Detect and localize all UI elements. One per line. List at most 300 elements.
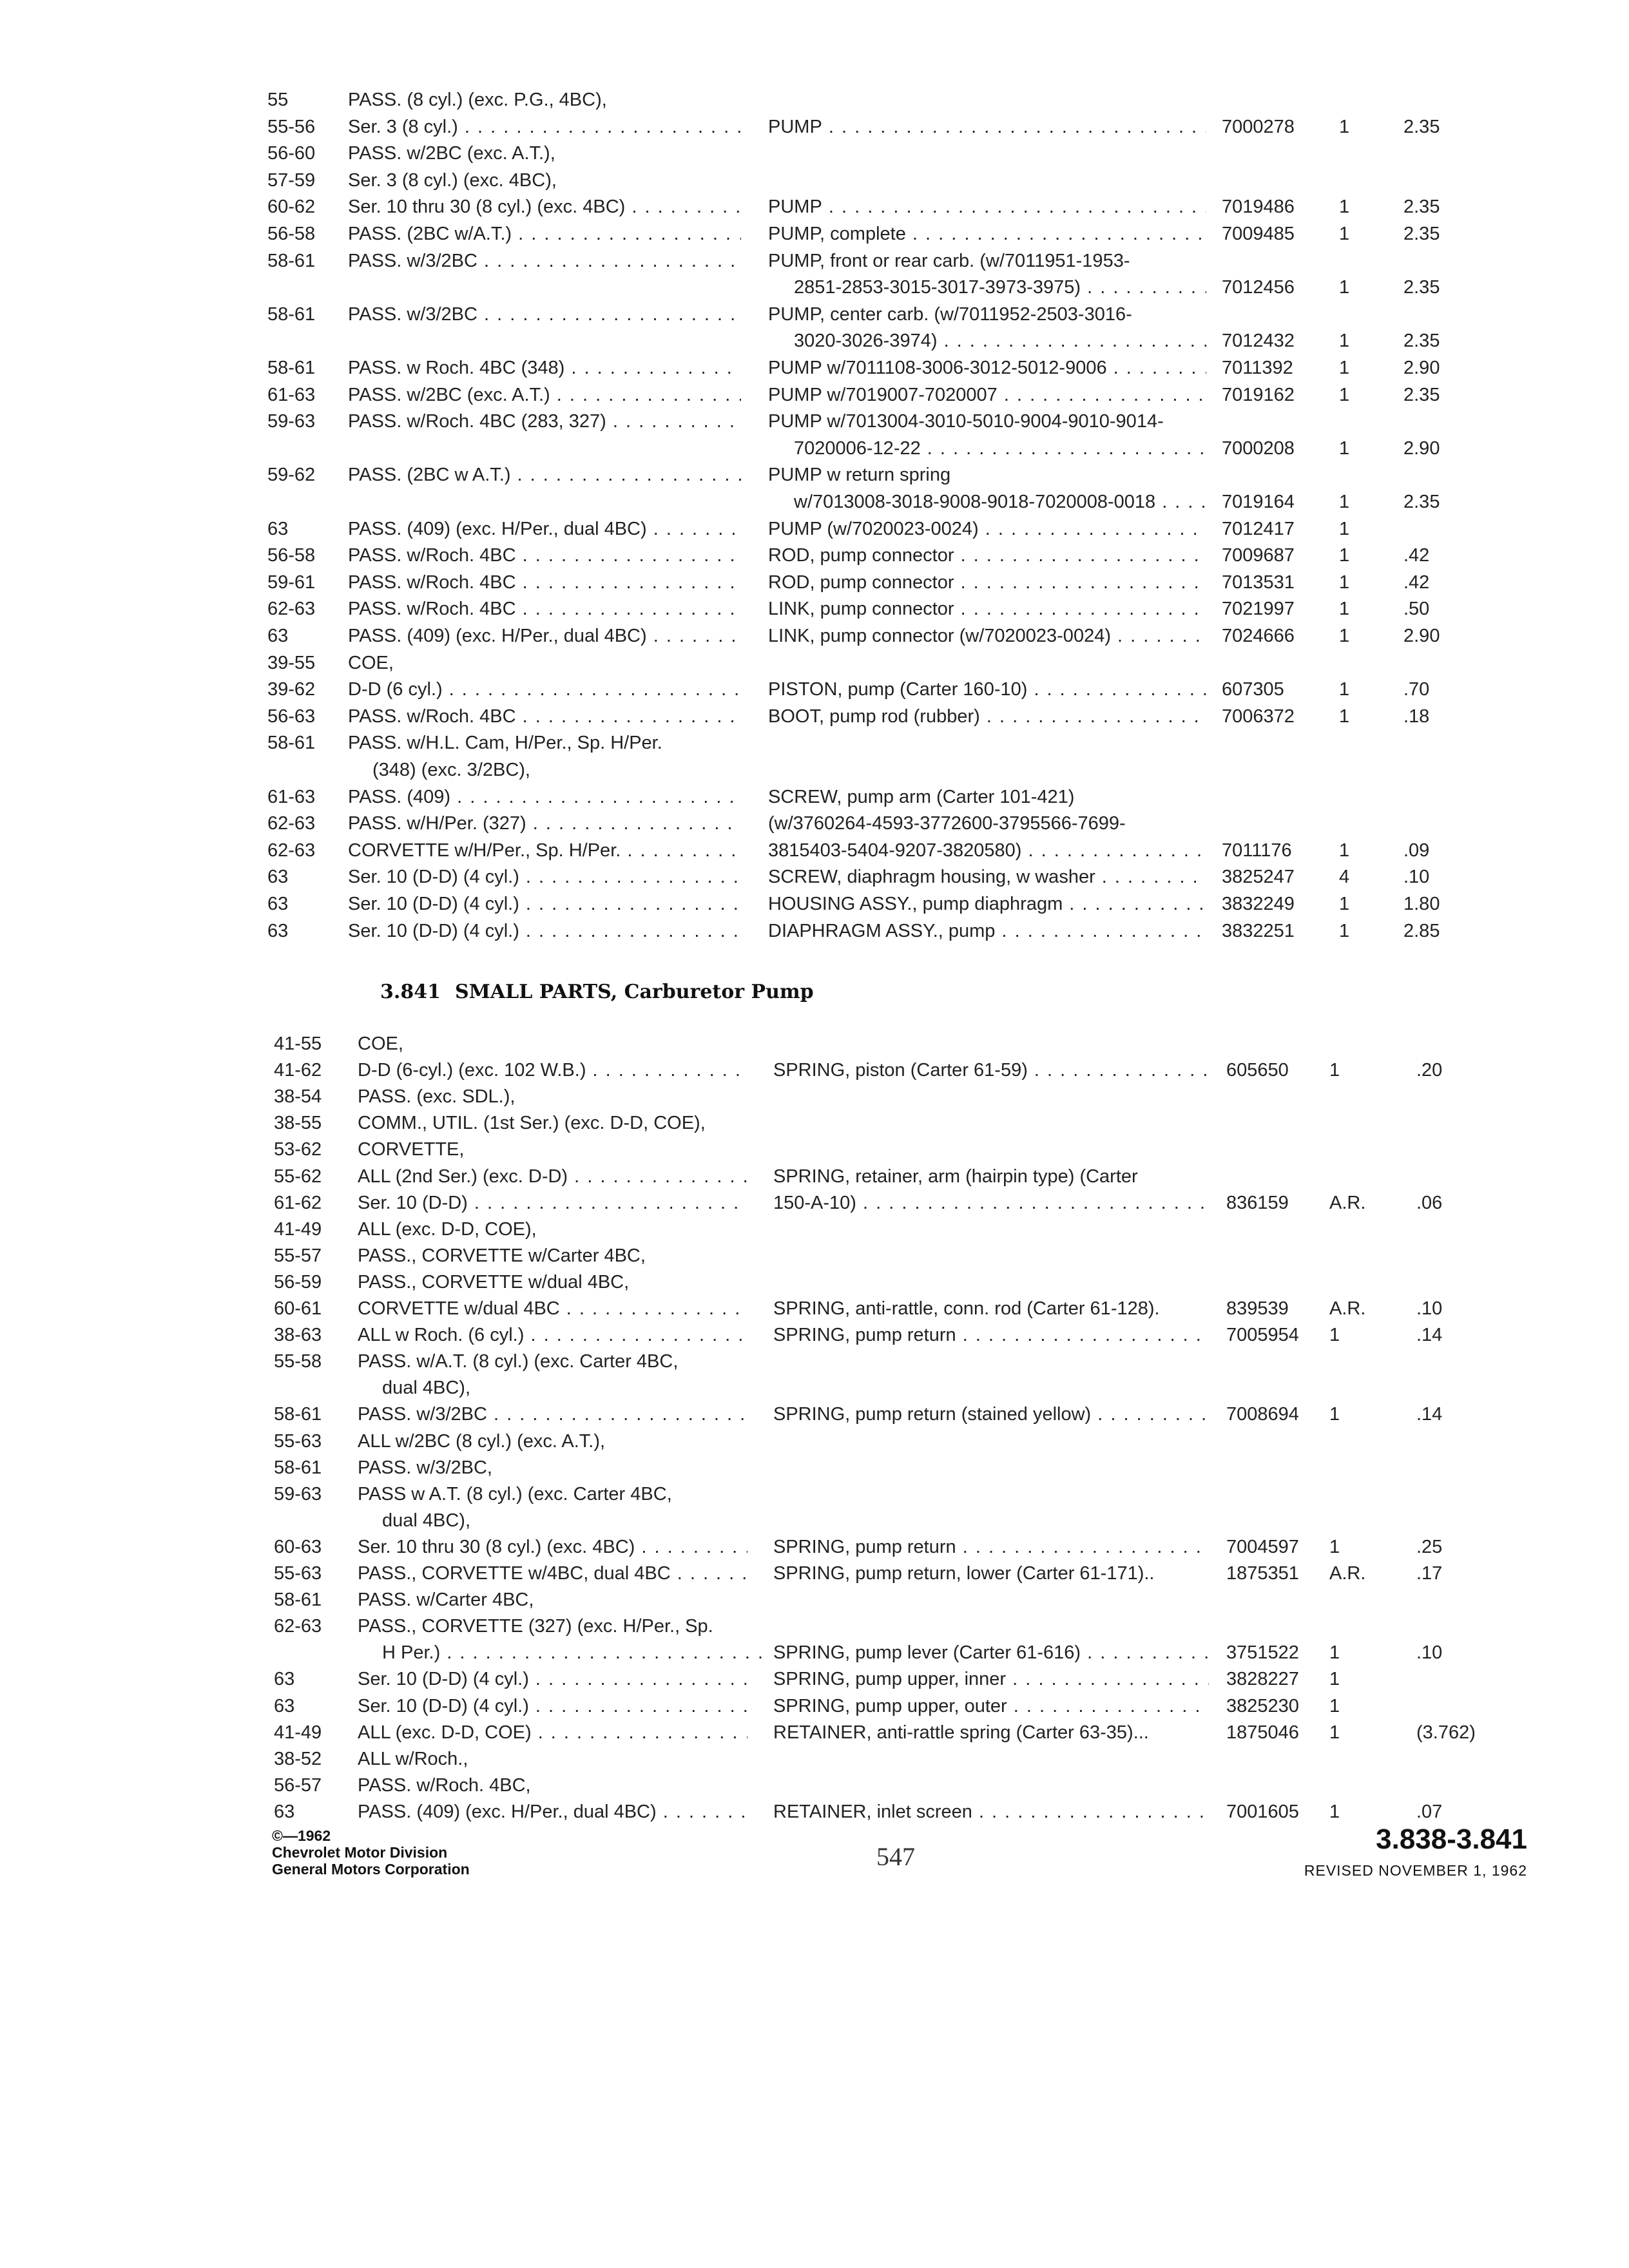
table-row [0, 1137, 1629, 1162]
applicability-cell: ALL w/Roch., [358, 1748, 468, 1769]
price-cell: 2.35 [1403, 331, 1440, 352]
applicability-cell: CORVETTE, [358, 1139, 465, 1160]
quantity-cell: 1 [1339, 437, 1350, 459]
table-row [0, 757, 1629, 783]
table-row [0, 1746, 1629, 1772]
part-name-cell: SPRING, pump return . . . [773, 1534, 1209, 1560]
quantity-cell: 1 [1329, 1404, 1340, 1425]
section-range: 3.838-3.841 [1376, 1823, 1527, 1855]
table-row [0, 1296, 1629, 1321]
applicability-cell: PASS. w/2BC (exc. A.T.), [348, 143, 555, 164]
part-number-cell: 836159 [1226, 1192, 1289, 1213]
quantity-cell: 1 [1329, 1325, 1340, 1346]
part-name-cell: PUMP w/7013004-3010-5010-9004-9010-9014- [768, 411, 1164, 432]
table-row [0, 1481, 1629, 1507]
part-number-cell: 7008694 [1226, 1404, 1299, 1425]
price-cell: 2.35 [1403, 384, 1440, 405]
part-name-cell: SPRING, retainer, arm (hairpin type) (Carter [773, 1166, 1138, 1187]
publisher-block [272, 1827, 470, 1878]
year-cell: 58-61 [267, 733, 316, 754]
applicability-cell: PASS., CORVETTE w/dual 4BC, [358, 1271, 630, 1293]
applicability-cell: PASS. (2BC w A.T.) . . . [348, 462, 741, 488]
table-row [0, 1534, 1629, 1560]
quantity-cell: 1 [1339, 894, 1350, 914]
part-name-cell: BOOT, pump rod (rubber) . . . [768, 704, 1206, 729]
part-name-cell: SCREW, pump arm (Carter 101-421) [768, 786, 1075, 807]
year-cell: 60-63 [274, 1536, 322, 1557]
year-cell: 55-63 [274, 1563, 322, 1584]
part-name-cell: PUMP . . . [768, 114, 1206, 140]
table-row [0, 704, 1629, 729]
page-number: 547 [876, 1842, 915, 1871]
price-cell: 2.35 [1403, 492, 1440, 512]
part-number-cell: 7012456 [1222, 277, 1295, 298]
part-name-cell: 3815403-5404-9207-3820580) . . . [768, 838, 1206, 863]
table-row [0, 730, 1629, 756]
year-cell: 60-61 [274, 1298, 322, 1319]
applicability-cell: PASS. (8 cyl.) (exc. P.G., 4BC), [348, 90, 607, 110]
applicability-cell: D-D (6 cyl.) . . . [348, 677, 741, 702]
applicability-cell: PASS., CORVETTE w/4BC, dual 4BC . . . [358, 1561, 747, 1586]
year-cell: 62-63 [267, 599, 316, 620]
table-row [0, 408, 1629, 434]
table-row [0, 918, 1629, 944]
table-row [0, 1164, 1629, 1189]
year-cell: 61-63 [267, 786, 316, 807]
price-cell: .10 [1403, 867, 1430, 888]
part-number-cell: 7009687 [1222, 545, 1295, 566]
table-row [0, 1084, 1629, 1110]
part-name-cell: SPRING, anti-rattle, conn. rod (Carter 61-128). [773, 1298, 1160, 1319]
price-cell: .10 [1416, 1298, 1443, 1319]
applicability-cell: PASS. w/3/2BC . . . [358, 1401, 747, 1427]
applicability-cell: Ser. 3 (8 cyl.) . . . [348, 114, 741, 140]
applicability-cell: PASS. w/Roch. 4BC . . . [348, 543, 741, 568]
year-cell: 56-59 [274, 1271, 322, 1293]
part-name-cell: PUMP (w/7020023-0024) . . . [768, 516, 1206, 542]
year-cell: 55-56 [267, 116, 316, 137]
applicability-cell: PASS. (2BC w/A.T.) . . . [348, 221, 741, 247]
section-heading [380, 981, 814, 1003]
price-cell: 2.35 [1403, 277, 1440, 298]
quantity-cell: A.R. [1329, 1563, 1366, 1584]
applicability-cell: PASS. (409) (exc. H/Per., dual 4BC) . . . [348, 516, 741, 542]
year-cell: 59-63 [267, 411, 316, 432]
year-cell: 63 [267, 867, 289, 888]
applicability-cell: PASS. w/Roch. 4BC, [358, 1774, 531, 1796]
year-cell: 63 [267, 518, 289, 539]
price-cell: 2.35 [1403, 224, 1440, 244]
quantity-cell: 1 [1339, 331, 1350, 352]
part-number-cell: 7019486 [1222, 197, 1295, 218]
year-cell: 62-63 [274, 1616, 322, 1637]
year-cell: 41-62 [274, 1060, 322, 1081]
part-name-cell: PISTON, pump (Carter 160-10) . . . [768, 677, 1206, 702]
part-name-cell: ROD, pump connector . . . [768, 570, 1206, 595]
copyright-line: ©—1962 [272, 1827, 331, 1844]
year-cell: 58-61 [274, 1590, 322, 1611]
applicability-cell: Ser. 10 thru 30 (8 cyl.) (exc. 4BC) . . . [358, 1534, 747, 1560]
year-cell: 41-49 [274, 1218, 322, 1240]
year-cell: 55-63 [274, 1430, 322, 1452]
price-cell: 2.90 [1403, 626, 1440, 646]
applicability-cell: PASS. w/H.L. Cam, H/Per., Sp. H/Per. [348, 733, 662, 754]
table-row [0, 864, 1629, 890]
part-number-cell: 7005954 [1226, 1325, 1299, 1346]
applicability-cell: PASS. w/Roch. 4BC . . . [348, 570, 741, 595]
table-row [0, 516, 1629, 542]
table-row [0, 436, 1629, 461]
applicability-cell: Ser. 10 thru 30 (8 cyl.) (exc. 4BC) . . . [348, 194, 741, 220]
table-row [0, 650, 1629, 676]
quantity-cell: 1 [1339, 518, 1350, 539]
year-cell: 38-52 [274, 1748, 322, 1769]
year-cell: 61-62 [274, 1192, 322, 1213]
part-name-cell: DIAPHRAGM ASSY., pump . . . [768, 918, 1206, 944]
year-cell: 56-58 [267, 224, 316, 244]
part-name-cell: 2851-2853-3015-3017-3973-3975) . . . [794, 274, 1206, 300]
quantity-cell: 1 [1339, 492, 1350, 512]
table-row [0, 623, 1629, 649]
applicability-cell: Ser. 10 (D-D) (4 cyl.) . . . [348, 891, 741, 917]
quantity-cell: 1 [1339, 706, 1350, 727]
year-cell: 59-62 [267, 465, 316, 486]
applicability-cell: CORVETTE w/H/Per., Sp. H/Per. . . . [348, 838, 741, 863]
part-name-cell: PUMP, complete . . . [768, 221, 1206, 247]
table-row [0, 1322, 1629, 1348]
table-row [0, 811, 1629, 836]
table-row [0, 274, 1629, 300]
revision-date: REVISED NOVEMBER 1, 1962 [1304, 1862, 1527, 1879]
applicability-cell: dual 4BC), [382, 1378, 471, 1399]
applicability-cell: PASS. w/3/2BC . . . [348, 248, 741, 274]
applicability-cell: PASS., CORVETTE w/Carter 4BC, [358, 1245, 646, 1266]
table-row [0, 1799, 1629, 1825]
part-name-cell: LINK, pump connector (w/7020023-0024) . . . [768, 623, 1206, 649]
applicability-cell: COE, [358, 1033, 403, 1054]
applicability-cell: PASS. w/3/2BC, [358, 1457, 492, 1478]
year-cell: 39-62 [267, 679, 316, 700]
table-row [0, 87, 1629, 113]
part-number-cell: 7019162 [1222, 384, 1295, 405]
quantity-cell: 4 [1339, 867, 1350, 888]
table-row [0, 1640, 1629, 1666]
applicability-cell: PASS. w/Carter 4BC, [358, 1590, 534, 1611]
table-row [0, 1401, 1629, 1427]
price-cell: 2.90 [1403, 437, 1440, 459]
quantity-cell: 1 [1339, 116, 1350, 137]
table-row [0, 1508, 1629, 1533]
applicability-cell: Ser. 10 (D-D) (4 cyl.) . . . [358, 1666, 747, 1692]
part-number-cell: 839539 [1226, 1298, 1289, 1319]
part-number-cell: 7000208 [1222, 437, 1295, 459]
part-name-cell: PUMP w/7011108-3006-3012-5012-9006 . . . [768, 355, 1206, 381]
year-cell: 38-54 [274, 1086, 322, 1108]
quantity-cell: 1 [1329, 1801, 1340, 1822]
part-number-cell: 7012432 [1222, 331, 1295, 352]
table-row [0, 462, 1629, 488]
quantity-cell: 1 [1339, 384, 1350, 405]
year-cell: 39-55 [267, 652, 316, 673]
table-row [0, 1216, 1629, 1242]
price-cell: .14 [1416, 1325, 1443, 1346]
applicability-cell: PASS. w/H/Per. (327) . . . [348, 811, 741, 836]
part-number-cell: 605650 [1226, 1060, 1289, 1081]
part-number-cell: 7013531 [1222, 572, 1295, 593]
table-row [0, 140, 1629, 166]
year-cell: 55-62 [274, 1166, 322, 1187]
applicability-cell: PASS. w/Roch. 4BC . . . [348, 596, 741, 622]
applicability-cell: H Per.) . . . [382, 1640, 772, 1666]
year-cell: 41-49 [274, 1722, 322, 1743]
quantity-cell: 1 [1339, 224, 1350, 244]
part-name-cell: SPRING, pump return, lower (Carter 61-171).. [773, 1563, 1155, 1584]
part-number-cell: 7000278 [1222, 116, 1295, 137]
price-cell: .20 [1416, 1060, 1443, 1081]
price-cell: 2.35 [1403, 116, 1440, 137]
section-number: 3.841 [380, 981, 441, 1003]
price-cell: .70 [1403, 679, 1430, 700]
part-number-cell: 7011176 [1222, 840, 1292, 861]
quantity-cell: 1 [1339, 920, 1350, 941]
applicability-cell: Ser. 10 (D-D) (4 cyl.) . . . [358, 1693, 747, 1719]
applicability-cell: (348) (exc. 3/2BC), [372, 760, 530, 780]
applicability-cell: ALL w/2BC (8 cyl.) (exc. A.T.), [358, 1430, 606, 1452]
applicability-cell: PASS., CORVETTE (327) (exc. H/Per., Sp. [358, 1616, 713, 1637]
quantity-cell: 1 [1329, 1642, 1340, 1664]
table-row [0, 784, 1629, 810]
year-cell: 63 [267, 920, 289, 941]
part-number-cell: 3832251 [1222, 920, 1295, 941]
year-cell: 56-58 [267, 545, 316, 566]
price-cell: .06 [1416, 1192, 1443, 1213]
applicability-cell: Ser. 10 (D-D) . . . [358, 1190, 747, 1216]
price-cell: .09 [1403, 840, 1430, 861]
part-name-cell: ROD, pump connector . . . [768, 543, 1206, 568]
part-name-cell: SPRING, pump upper, inner . . . [773, 1666, 1209, 1692]
year-cell: 60-62 [267, 197, 316, 218]
quantity-cell: 1 [1339, 572, 1350, 593]
part-number-cell: 7001605 [1226, 1801, 1299, 1822]
price-cell: 1.80 [1403, 894, 1440, 914]
table-row [0, 168, 1629, 193]
price-cell: .07 [1416, 1801, 1443, 1822]
part-number-cell: 7004597 [1226, 1536, 1299, 1557]
quantity-cell: 1 [1339, 679, 1350, 700]
year-cell: 58-61 [274, 1404, 322, 1425]
applicability-cell: dual 4BC), [382, 1510, 471, 1531]
year-cell: 62-63 [267, 840, 316, 861]
quantity-cell: 1 [1329, 1060, 1340, 1081]
table-row [0, 1720, 1629, 1745]
part-name-cell: RETAINER, anti-rattle spring (Carter 63-35)... [773, 1722, 1149, 1743]
year-cell: 56-57 [274, 1774, 322, 1796]
year-cell: 63 [274, 1669, 295, 1690]
part-number-cell: 3825230 [1226, 1695, 1299, 1716]
year-cell: 63 [267, 894, 289, 914]
part-name-cell: PUMP w return spring [768, 465, 951, 486]
table-row [0, 1375, 1629, 1401]
part-name-cell: 3020-3026-3974) . . . [794, 328, 1206, 354]
year-cell: 38-63 [274, 1325, 322, 1346]
year-cell: 38-55 [274, 1113, 322, 1134]
part-name-cell: HOUSING ASSY., pump diaphragm . . . [768, 891, 1206, 917]
applicability-cell: PASS. (409) (exc. H/Per., dual 4BC) . . . [348, 623, 741, 649]
part-name-cell: SPRING, piston (Carter 61-59) . . . [773, 1057, 1209, 1083]
table-row [0, 489, 1629, 515]
quantity-cell: 1 [1339, 840, 1350, 861]
part-name-cell: SPRING, pump upper, outer . . . [773, 1693, 1209, 1719]
applicability-cell: ALL (exc. D-D, COE), [358, 1218, 537, 1240]
price-cell: 2.85 [1403, 920, 1440, 941]
part-name-cell: SPRING, pump return (stained yellow) . . . [773, 1401, 1209, 1427]
year-cell: 59-61 [267, 572, 316, 593]
applicability-cell: PASS. w Roch. 4BC (348) . . . [348, 355, 741, 381]
year-cell: 57-59 [267, 169, 316, 191]
applicability-cell: Ser. 3 (8 cyl.) (exc. 4BC), [348, 169, 557, 191]
year-cell: 62-63 [267, 813, 316, 834]
applicability-cell: PASS. w/A.T. (8 cyl.) (exc. Carter 4BC, [358, 1351, 679, 1372]
table-row [0, 891, 1629, 917]
quantity-cell: A.R. [1329, 1298, 1366, 1319]
quantity-cell: 1 [1329, 1722, 1340, 1743]
price-cell: 2.90 [1403, 358, 1440, 378]
year-cell: 55 [267, 90, 289, 110]
part-name-cell: 7020006-12-22 . . . [794, 436, 1206, 461]
table-row [0, 570, 1629, 595]
year-cell: 59-63 [274, 1483, 322, 1504]
table-row [0, 1666, 1629, 1692]
year-cell: 63 [267, 626, 289, 646]
year-cell: 58-61 [267, 303, 316, 325]
table-row [0, 1613, 1629, 1639]
part-number-cell: 7009485 [1222, 224, 1295, 244]
year-cell: 56-60 [267, 143, 316, 164]
part-number-cell: 3751522 [1226, 1642, 1299, 1664]
part-number-cell: 7019164 [1222, 492, 1295, 512]
part-number-cell: 1875351 [1226, 1563, 1299, 1584]
year-cell: 55-58 [274, 1351, 322, 1372]
part-number-cell: 3825247 [1222, 867, 1295, 888]
applicability-cell: PASS. w/Roch. 4BC (283, 327) . . . [348, 408, 741, 434]
quantity-cell: 1 [1339, 358, 1350, 378]
quantity-cell: 1 [1339, 626, 1350, 646]
applicability-cell: ALL (2nd Ser.) (exc. D-D) . . . [358, 1164, 747, 1189]
price-cell: .25 [1416, 1536, 1443, 1557]
applicability-cell: PASS w A.T. (8 cyl.) (exc. Carter 4BC, [358, 1483, 672, 1504]
applicability-cell: ALL w Roch. (6 cyl.) . . . [358, 1322, 747, 1348]
part-number-cell: 607305 [1222, 679, 1284, 700]
division-line: Chevrolet Motor Division [272, 1844, 448, 1861]
corporation-line: General Motors Corporation [272, 1861, 470, 1878]
price-cell: .42 [1403, 545, 1430, 566]
quantity-cell: 1 [1339, 599, 1350, 620]
year-cell: 53-62 [274, 1139, 322, 1160]
applicability-cell: ALL (exc. D-D, COE) . . . [358, 1720, 747, 1745]
year-cell: 58-61 [267, 250, 316, 271]
table-row [0, 1349, 1629, 1374]
part-name-cell: RETAINER, inlet screen . . . [773, 1799, 1209, 1825]
part-number-cell: 7024666 [1222, 626, 1295, 646]
table-row [0, 382, 1629, 408]
part-name-cell: PUMP w/7019007-7020007 . . . [768, 382, 1206, 408]
part-number-cell: 7021997 [1222, 599, 1295, 620]
price-cell: .10 [1416, 1642, 1443, 1664]
price-cell: .50 [1403, 599, 1430, 620]
price-cell: .14 [1416, 1404, 1443, 1425]
year-cell: 63 [274, 1695, 295, 1716]
price-cell: .17 [1416, 1563, 1443, 1584]
table-row [0, 1269, 1629, 1295]
table-row [0, 1110, 1629, 1136]
table-row [0, 355, 1629, 381]
year-cell: 58-61 [267, 358, 316, 378]
price-cell: (3.762) [1416, 1722, 1476, 1743]
part-name-cell: SPRING, pump lever (Carter 61-616) . . . [773, 1640, 1209, 1666]
section-title: SMALL PARTS, Carburetor Pump [454, 981, 814, 1003]
applicability-cell: COE, [348, 652, 394, 673]
part-number-cell: 7006372 [1222, 706, 1295, 727]
year-cell: 55-57 [274, 1245, 322, 1266]
table-row [0, 1243, 1629, 1269]
year-cell: 61-63 [267, 384, 316, 405]
part-number-cell: 1875046 [1226, 1722, 1299, 1743]
part-name-cell: PUMP . . . [768, 194, 1206, 220]
quantity-cell: 1 [1339, 545, 1350, 566]
table-row [0, 194, 1629, 220]
part-name-cell: 150-A-10) . . . [773, 1190, 1209, 1216]
part-name-cell: (w/3760264-4593-3772600-3795566-7699- [768, 813, 1126, 834]
year-cell: 41-55 [274, 1033, 322, 1054]
applicability-cell: CORVETTE w/dual 4BC . . . [358, 1296, 747, 1321]
quantity-cell: 1 [1339, 277, 1350, 298]
table-row [0, 596, 1629, 622]
year-cell: 56-63 [267, 706, 316, 727]
part-name-cell: SPRING, pump return . . . [773, 1322, 1209, 1348]
quantity-cell: 1 [1339, 197, 1350, 218]
table-row [0, 1057, 1629, 1083]
table-row [0, 302, 1629, 327]
table-row [0, 543, 1629, 568]
table-row [0, 1455, 1629, 1481]
table-row [0, 677, 1629, 702]
quantity-cell: A.R. [1329, 1192, 1366, 1213]
year-cell: 63 [274, 1801, 295, 1822]
table-row [0, 1031, 1629, 1057]
table-row [0, 1190, 1629, 1216]
part-number-cell: 7012417 [1222, 518, 1295, 539]
applicability-cell: PASS. (409) . . . [348, 784, 741, 810]
applicability-cell: D-D (6-cyl.) (exc. 102 W.B.) . . . [358, 1057, 747, 1083]
applicability-cell: Ser. 10 (D-D) (4 cyl.) . . . [348, 864, 741, 890]
applicability-cell: PASS. (exc. SDL.), [358, 1086, 516, 1108]
table-row [0, 1693, 1629, 1719]
part-number-cell: 3832249 [1222, 894, 1295, 914]
price-cell: 2.35 [1403, 197, 1440, 218]
table-row [0, 1428, 1629, 1454]
table-row [0, 328, 1629, 354]
price-cell: .42 [1403, 572, 1430, 593]
price-cell: .18 [1403, 706, 1430, 727]
quantity-cell: 1 [1329, 1669, 1340, 1690]
table-row [0, 1561, 1629, 1586]
quantity-cell: 1 [1329, 1695, 1340, 1716]
part-number-cell: 7011392 [1222, 358, 1293, 378]
part-name-cell: LINK, pump connector . . . [768, 596, 1206, 622]
applicability-cell: PASS. w/Roch. 4BC . . . [348, 704, 741, 729]
table-row [0, 1773, 1629, 1798]
table-row [0, 248, 1629, 274]
